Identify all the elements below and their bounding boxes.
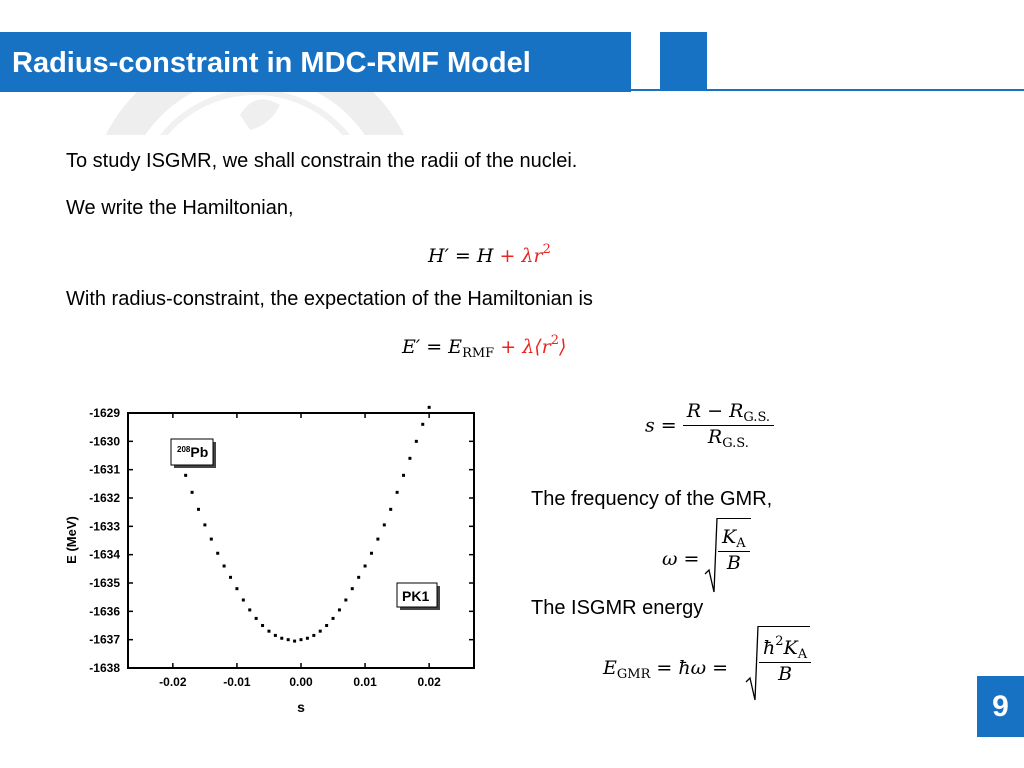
data-point: [287, 638, 290, 641]
data-point: [351, 587, 354, 590]
data-point: [191, 491, 194, 494]
x-axis-label: s: [297, 699, 305, 715]
data-point: [184, 474, 187, 477]
data-point: [223, 565, 226, 568]
svg-text:208Pb: $^{208}$Pb: [177, 444, 209, 460]
equation-hamiltonian: $H' = H + \lambda r^2$: [428, 242, 551, 267]
y-tick-label: -1636: [89, 604, 120, 619]
data-point: [402, 474, 405, 477]
x-tick-label: -0.02: [159, 675, 187, 689]
title-accent-square: [660, 32, 707, 89]
data-point: [312, 634, 315, 637]
data-point: [332, 617, 335, 620]
data-point: [242, 599, 245, 602]
y-tick-label: -1631: [89, 462, 120, 477]
annotation-pk1: [397, 583, 440, 610]
title-bar: [0, 32, 631, 92]
data-point: [293, 640, 296, 643]
data-point: [370, 552, 373, 555]
data-point: [280, 637, 283, 640]
x-tick-label: 0.01: [353, 675, 377, 689]
data-point: [216, 552, 219, 555]
text-expectation-intro: With radius-constraint, the expectation of the Hamiltonian is: [66, 288, 593, 310]
text-isgmr-intro: To study ISGMR, we shall constrain the radii of the nuclei.: [66, 150, 578, 172]
y-tick-label: -1630: [89, 434, 120, 449]
data-point: [235, 587, 238, 590]
data-point: [415, 440, 418, 443]
y-tick-label: -1632: [89, 491, 120, 505]
data-point: [203, 523, 206, 526]
data-point: [389, 508, 392, 511]
data-point: [267, 630, 270, 633]
page-number: 9: [977, 676, 1024, 737]
text-hamiltonian-intro: We write the Hamiltonian,: [66, 197, 294, 219]
text-isgmr-energy: The ISGMR energy: [531, 597, 704, 619]
energy-vs-s-chart: [60, 398, 490, 720]
equation-s: s = $\frac{R - R_{G.S.}}{R_{G.S.}}$: [645, 400, 774, 451]
equation-omega: ω = $\frac{K_A}{B}$: [662, 516, 762, 596]
data-point: [197, 508, 200, 511]
data-point: [338, 608, 341, 611]
data-point: [255, 617, 258, 620]
equation-expectation: $E' = E_{RMF}$ + $\lambda⟨r^2⟩$: [402, 333, 567, 361]
y-tick-label: -1634: [89, 547, 120, 562]
x-tick-label: 0.00: [289, 675, 313, 689]
data-point: [396, 491, 399, 494]
x-tick-label: -0.01: [223, 675, 251, 689]
x-tick-label: 0.02: [417, 675, 441, 689]
data-point: [248, 608, 251, 611]
y-tick-label: -1637: [89, 632, 120, 647]
data-point: [408, 457, 411, 460]
y-tick-label: -1633: [89, 519, 120, 534]
y-tick-label: -1629: [89, 406, 120, 420]
annotation-pb208: [171, 439, 216, 468]
svg-text:PK1: PK1: [402, 588, 430, 604]
data-point: [344, 599, 347, 602]
data-point: [421, 423, 424, 426]
data-point: [383, 523, 386, 526]
y-axis-label: E (MeV): [64, 516, 79, 564]
data-point: [210, 538, 213, 541]
data-point: [306, 637, 309, 640]
data-point: [325, 624, 328, 627]
page-title: Radius-constraint in MDC-RMF Model: [12, 47, 531, 79]
data-point: [319, 630, 322, 633]
y-tick-label: -1638: [89, 661, 120, 675]
data-point: [274, 634, 277, 637]
data-point: [300, 638, 303, 641]
equation-egmr: $E_{GMR}$ = ħω = $\frac{ħ^2K_A}{B}$: [603, 624, 823, 704]
data-point: [364, 565, 367, 568]
data-point: [357, 576, 360, 579]
title-underline: [631, 89, 1024, 91]
y-tick-label: -1635: [89, 576, 120, 590]
data-point: [261, 624, 264, 627]
text-gmr-frequency: The frequency of the GMR,: [531, 488, 773, 510]
data-point: [428, 406, 431, 409]
data-point: [376, 538, 379, 541]
data-point: [229, 576, 232, 579]
